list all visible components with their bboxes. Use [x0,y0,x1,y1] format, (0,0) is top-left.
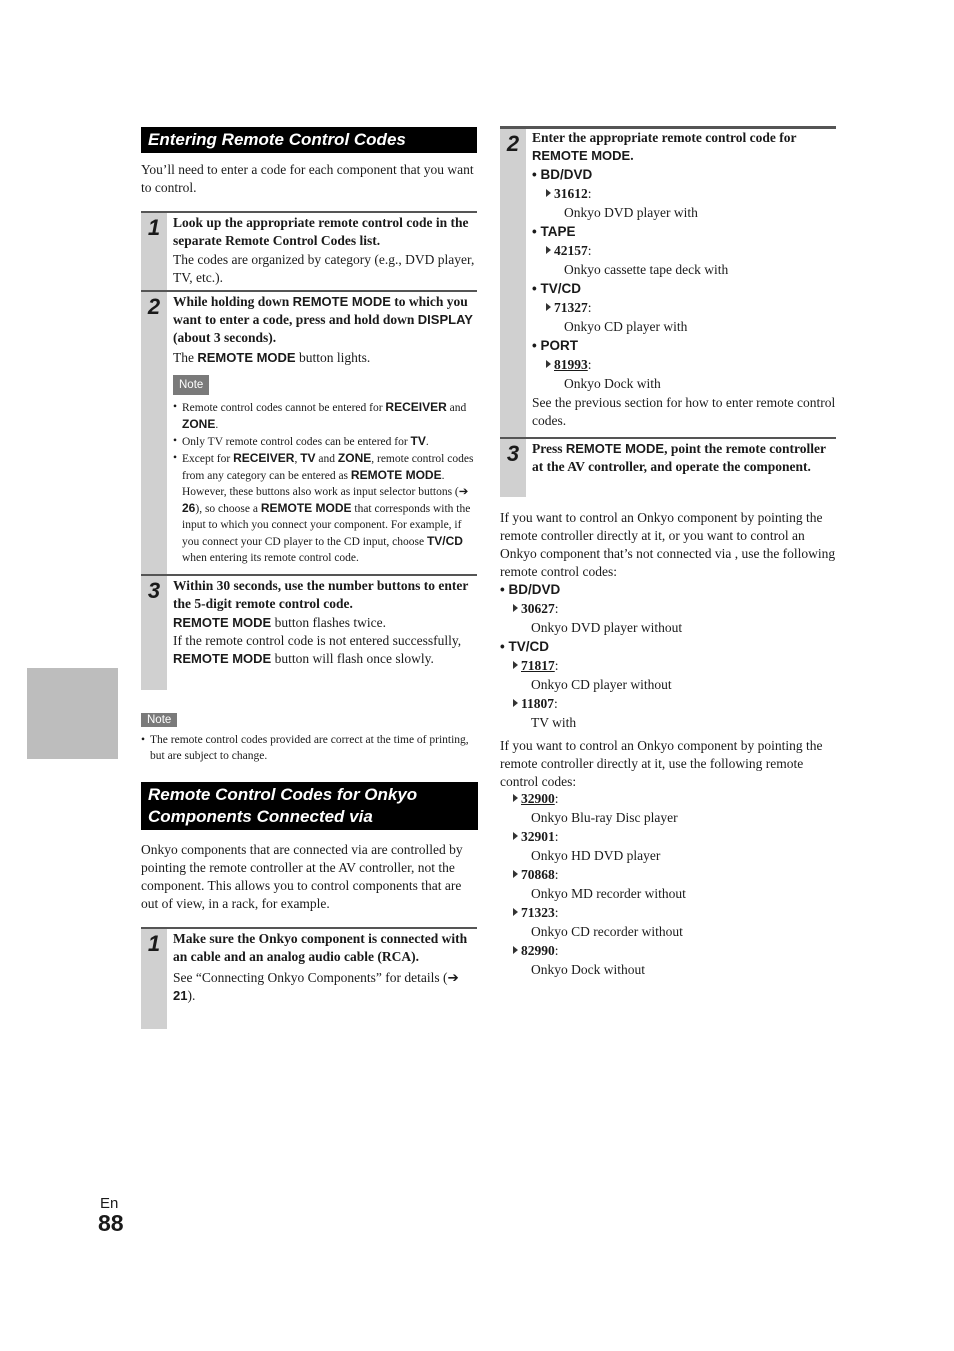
code-description: Onkyo DVD player without [531,620,683,635]
step-text: The codes are organized by category (e.g., DVD player, TV, etc.). [173,252,475,285]
language-label: En [100,1195,119,1212]
step-heading: Press REMOTE MODE, point the remote controller at the AV controller, and operate the component. [532,441,826,474]
step-heading: Enter the appropriate remote control code for REMOTE MODE. [532,130,797,163]
section-intro: Onkyo components that are connected via are controlled by pointing the remote controller at the AV controller, not the component. This allows you to control components that are out of view, in a rack, for example. [141,842,463,911]
arrow-icon [513,661,518,669]
code-entry: 82990: [500,943,836,962]
arrow-icon [546,189,551,197]
step-number: 1 [147,931,161,956]
step-number: 3 [506,441,520,466]
step-number: 2 [147,294,161,319]
arrow-icon [546,246,551,254]
step-text: If the remote control code is not entered successfully, REMOTE MODE button will flash once slowly. [173,633,462,666]
step-3 [500,437,836,497]
page-number: 88 [98,1210,124,1236]
arrow-icon [513,699,518,707]
section-intro: You’ll need to enter a code for each component that you want to control. [141,162,474,195]
code-description: Onkyo HD DVD player [531,848,661,863]
step-text: The REMOTE MODE button lights. [173,350,371,365]
side-tab [27,668,118,759]
code-description: Onkyo Blu-ray Disc player [531,810,678,825]
step-heading: Make sure the Onkyo component is connected with an cable and an analog audio cable (RCA). [173,931,468,964]
step-1 [141,211,477,291]
code-description: TV with [531,715,577,730]
code-description: Onkyo DVD player with [564,205,698,220]
step-text: See the previous section for how to enter remote control codes. [532,395,836,428]
arrow-icon [513,832,518,840]
code-entry: 71323: [500,905,836,924]
code-description: Onkyo cassette tape deck with [564,262,729,277]
step-3 [141,574,477,690]
section-title-entering-codes: Entering Remote Control Codes [141,127,477,153]
arrow-icon [513,946,518,954]
code-entry: 70868: [500,867,836,886]
code-entry: 81993: [532,356,836,375]
code-description: Onkyo Dock without [531,962,645,977]
code-description: Onkyo CD player without [531,677,672,692]
section-title-onkyo-codes: Remote Control Codes for Onkyo Components Connected via [141,782,478,830]
code-entry: 42157: [532,242,836,261]
note-item: • Except for RECEIVER, TV and ZONE, remote control codes from any category can be entered as REMOTE MODE. However, these buttons also work as input selector buttons (➔ 26), so choose a REMOTE MODE that corresponds with the input to which you connect your component. For example, if you connect your CD player to the CD input, choose TV/CD when entering its remote control code. [173,450,477,566]
arrow-icon [546,360,551,368]
category-label: • BD/DVD [500,582,561,597]
code-description: Onkyo Dock with [564,376,661,391]
step-number: 1 [147,215,161,240]
category-label: • PORT [532,338,578,353]
code-entry: 71817: [500,658,836,677]
step-heading: Within 30 seconds, use the number buttons to enter the 5-digit remote control code. [173,578,469,611]
step-2 [141,290,477,576]
category-label: • BD/DVD [532,167,593,182]
step-text: See “Connecting Onkyo Components” for details (➔ 21). [173,970,459,1003]
step-text: REMOTE MODE button flashes twice. [173,615,386,630]
code-list [532,166,836,394]
code-list [500,582,836,734]
arrow-icon [513,794,518,802]
note-item: • Remote control codes cannot be entered for RECEIVER and ZONE. [173,399,477,433]
step-heading: While holding down REMOTE MODE to which you want to enter a code, press and hold down DISPLAY (about 3 seconds). [173,294,473,345]
category-label: • TAPE [532,224,576,239]
arrow-icon [513,604,518,612]
code-entry: 30627: [500,601,836,620]
arrow-icon [513,908,518,916]
note-badge: Note [141,713,177,727]
code-entry: 32900: [500,791,836,810]
note-badge: Note [173,375,209,395]
paragraph: If you want to control an Onkyo component by pointing the remote controller directly at it, or you want to control an Onkyo component that’s not connected via , use the following remote control codes: [500,510,836,579]
code-list [500,791,836,981]
step-2 [500,126,836,439]
code-entry: 31612: [532,185,836,204]
step-1 [141,927,477,1029]
note-list [173,399,477,566]
code-entry: 32901: [500,829,836,848]
note-list [141,732,477,764]
code-description: Onkyo MD recorder without [531,886,686,901]
step-number: 2 [506,131,520,156]
step-number: 3 [147,578,161,603]
category-label: • TV/CD [500,639,549,654]
paragraph: If you want to control an Onkyo component by pointing the remote controller directly at it, use the following remote control codes: [500,738,823,789]
code-entry: 11807: [500,696,836,715]
category-label: • TV/CD [532,281,581,296]
code-description: Onkyo CD recorder without [531,924,683,939]
note-item: • Only TV remote control codes can be entered for TV. [173,433,477,450]
arrow-icon [513,870,518,878]
code-entry: 71327: [532,299,836,318]
code-description: Onkyo CD player with [564,319,688,334]
note-item: • The remote control codes provided are correct at the time of printing, but are subject to change. [141,732,477,764]
step-heading: Look up the appropriate remote control code in the separate Remote Control Codes list. [173,215,469,248]
arrow-icon [546,303,551,311]
